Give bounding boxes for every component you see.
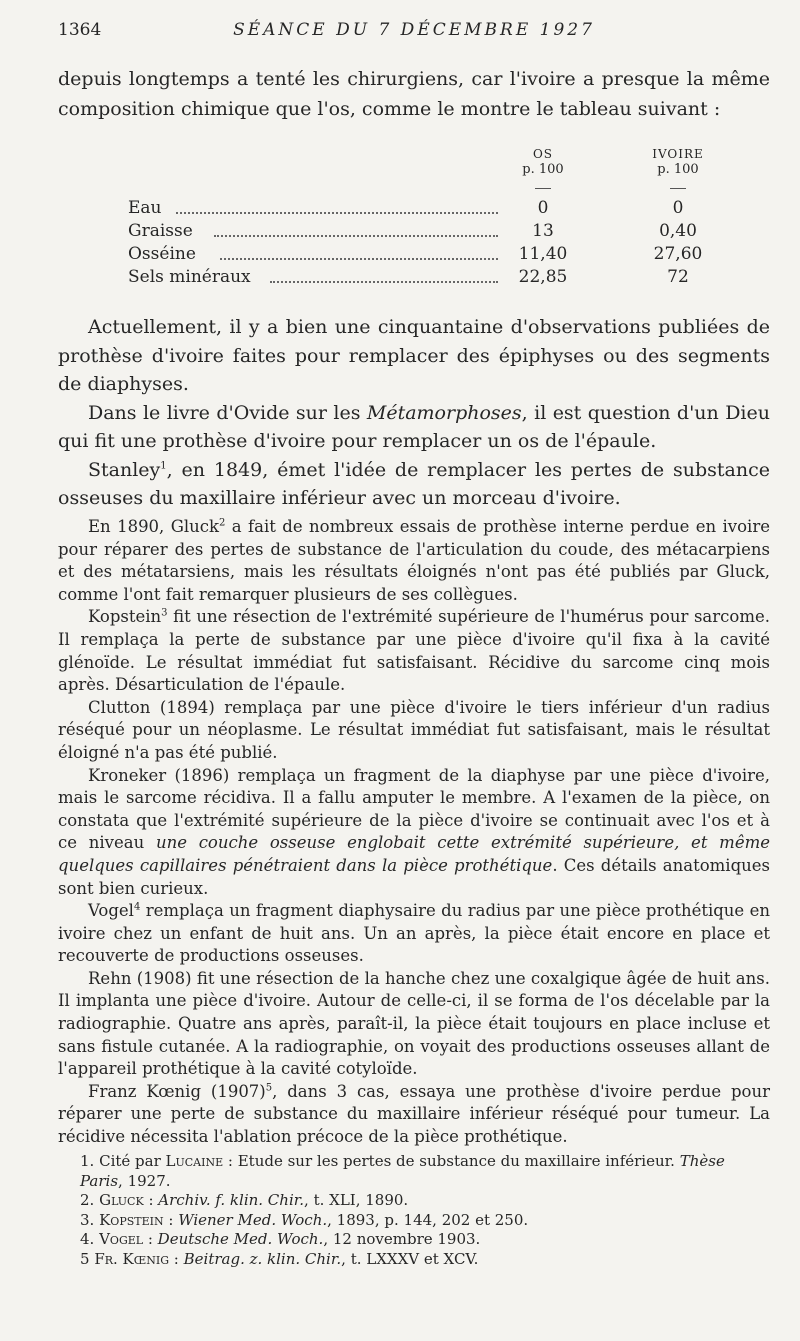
value-ivoire: 27,60	[653, 244, 703, 264]
running-header	[58, 20, 770, 44]
dot-leader	[270, 281, 498, 283]
row-label: Graisse	[128, 221, 193, 241]
value-os: 22,85	[518, 267, 568, 287]
paragraph: Stanley$^1$, en 1849, émet l'idée de remplacer les pertes de substance osseuses du maxillaire inférieur avec un morceau d'ivoire.	[58, 458, 770, 509]
footnote: 2. Gluck : Archiv. f. klin. Chir., t. XLI, 1890.	[80, 1191, 409, 1210]
value-os: 13	[532, 221, 554, 241]
footnote-ref: 2	[219, 517, 226, 529]
table-row	[128, 244, 708, 267]
column-header-ivoire: IVOIRE p. 100	[652, 147, 704, 177]
footnote: 1. Cité par Lucaine : Etude sur les pertes de substance du maxillaire inférieur. Thèse Paris, 1927.	[80, 1152, 725, 1190]
paragraph: Clutton (1894) remplaça par une pièce d'ivoire le tiers inférieur d'un radius réséqué pour un néoplasme. Le résultat immédiat fut satisfaisant, mais le résultat éloigné n'a pas été publié.	[58, 697, 770, 762]
page-number: 1364	[58, 20, 102, 40]
running-title: SÉANCE DU 7 DÉCEMBRE 1927	[233, 20, 595, 40]
value-os: 0	[537, 198, 549, 218]
paragraph: Actuellement, il y a bien une cinquantaine d'observations publiées de prothèse d'ivoire faites pour remplacer des épiphyses ou des segments de diaphyses.	[58, 316, 770, 395]
column-rule-os	[535, 188, 551, 189]
footnotes	[58, 1152, 770, 1270]
footnote: 4. Vogel : Deutsche Med. Woch., 12 novembre 1903.	[80, 1230, 481, 1249]
footnote-author: Vogel	[99, 1230, 144, 1249]
value-ivoire: 72	[667, 267, 689, 287]
value-os: 11,40	[518, 244, 568, 264]
footnote-author: Kopstein	[99, 1210, 164, 1229]
table-row	[128, 198, 708, 221]
footnote-ref: 4	[133, 901, 141, 913]
dot-leader	[214, 235, 498, 237]
paragraph: Franz Kœnig $(1907)^5$, dans 3 cas, essaya une prothèse d'ivoire perdue pour réparer une perte de substance du maxillaire inférieur réséqué pour tumeur. La récidive nécessita l'ablation précoce de la pièce prothétique.	[58, 1081, 770, 1147]
paragraph: Kopstein$^3$ fit une résection de l'extrémité supérieure de l'humérus pour sarcome. Il remplaça la perte de substance par une pièce d'ivoire qu'il fixa à la cavité glénoïde. Le résultat immédiat fut satisfaisant. Récidive du sarcome cinq mois après. Désarticulation de l'épaule.	[58, 607, 770, 695]
paragraph: En 1890, Gluck$^2$ a fait de nombreux essais de prothèse interne perdue en ivoire pour réparer des pertes de substance de l'articulation du coude, des métacarpiens et des métatarsiens, mais les résultats éloignés n'ont pas été publiés par Gluck, comme l'ont fait remarquer plusieurs de ses collègues.	[58, 517, 770, 604]
dot-leader	[220, 258, 498, 260]
table-row	[128, 221, 708, 244]
row-label: Eau	[128, 198, 162, 218]
paragraph: Dans le livre d'Ovide sur les Métamorphoses, il est question d'un Dieu qui fit une prothèse d'ivoire pour remplacer un os de l'épaule.	[58, 401, 770, 452]
value-ivoire: 0	[672, 198, 684, 218]
main-text-small	[58, 516, 770, 1149]
footnote-author: Lucaine	[165, 1152, 224, 1170]
column-header-os: OS p. 100	[522, 147, 564, 177]
main-text-large	[58, 313, 770, 513]
paragraph: Rehn (1908) fit une résection de la hanche chez une coxalgique âgée de huit ans. Il implanta une pièce d'ivoire. Autour de celle-ci, il se forma de l'os décelable par la radiographie. Quatre ans après, paraît-il, la pièce était toujours en place incluse et sans fistule cutanée. A la radiographie, on voyait des productions osseuses allant de l'appareil prothétique à la cavité cotyloïde.	[58, 968, 770, 1079]
footnote: 3. Kopstein : Wiener Med. Woch., 1893, p. 144, 202 et 250.	[80, 1210, 529, 1229]
italic-passage: une couche osseuse englobait cette extrémité supérieure, et même quelques capillaires pénétraient dans la pièce prothétique	[58, 833, 771, 875]
paragraph: Vogel$^4$ remplaça un fragment diaphysaire du radius par une pièce prothétique en ivoire chez un enfant de huit ans. Un an après, la pièce était encore en place et recouverte de productions osseuses.	[58, 901, 770, 966]
intro-paragraph: depuis longtemps a tenté les chirurgiens, car l'ivoire a presque la même composition chimique que l'os, comme le montre le tableau suivant :	[58, 68, 770, 120]
row-label: Sels minéraux	[128, 267, 251, 287]
value-ivoire: 0,40	[659, 221, 697, 241]
dot-leader	[176, 212, 498, 214]
footnote-ref: 1	[160, 460, 167, 472]
footnote-ref: 3	[161, 607, 168, 619]
footnote-author: Fr. Kœnig	[94, 1249, 170, 1268]
footnote-author: Gluck	[99, 1191, 144, 1210]
italic-title: Métamorphoses	[366, 401, 522, 424]
row-label: Osséine	[128, 244, 196, 264]
paragraph: Kroneker (1896) remplaça un fragment de la diaphyse par une pièce d'ivoire, mais le sarcome récidiva. Il a fallu amputer le membre. A l'examen de la pièce, on constata que l'extrémité supérieure de la pièce d'ivoire se continuait avec l'os et à ce niveau une couche osseuse englobait cette extrémité supérieure, et même quelques capillaires pénétraient dans la pièce prothétique. Ces détails anatomiques sont bien curieux.	[58, 765, 771, 898]
column-rule-ivoire	[670, 188, 686, 189]
footnote-ref: 5	[265, 1082, 273, 1094]
table-row	[128, 267, 708, 290]
footnote: 5 Fr. Kœnig : Beitrag. z. klin. Chir., t. LXXXV et XCV.	[80, 1249, 479, 1268]
